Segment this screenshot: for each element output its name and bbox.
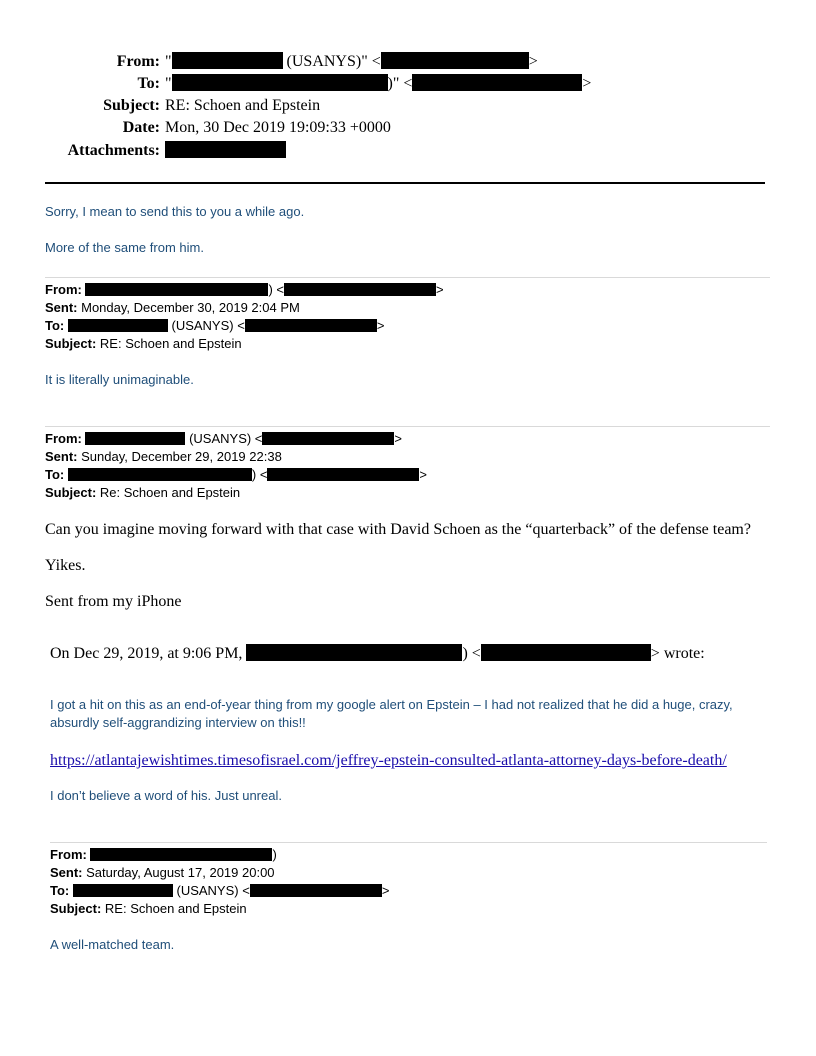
attachments-label: Attachments: <box>67 142 160 159</box>
wrote-prefix: On Dec 29, 2019, at 9:06 PM, <box>50 645 247 662</box>
date-value: Mon, 30 Dec 2019 19:09:33 +0000 <box>165 119 391 136</box>
subject-line <box>45 336 242 351</box>
redaction-block <box>68 468 252 481</box>
angle-close: > <box>436 282 444 297</box>
angle-close: > <box>419 467 428 482</box>
sent-line <box>45 449 282 464</box>
message-signature: Sent from my iPhone <box>45 593 182 610</box>
to-line <box>45 467 427 482</box>
sent-value: Saturday, August 17, 2019 20:00 <box>86 865 275 880</box>
redaction-block <box>85 283 268 296</box>
to-label: To: <box>45 318 65 333</box>
redaction-block <box>250 884 382 897</box>
angle-open: ) < <box>251 467 268 482</box>
from-line <box>45 282 444 297</box>
subject-line <box>50 901 247 916</box>
to-org: (USANYS) < <box>167 318 245 333</box>
subject-value: RE: Schoen and Epstein <box>99 336 242 351</box>
quote-mark: " <box>165 75 172 92</box>
to-label: To: <box>45 467 65 482</box>
article-link[interactable]: https://atlantajewishtimes.timesofisrael.com/jeffrey-epstein-consulted-atlanta-attorney-days-before-death/ <box>50 752 727 769</box>
to-label: To: <box>50 883 70 898</box>
from-label: From: <box>45 431 82 446</box>
subject-label: Subject: <box>103 97 160 114</box>
wrote-line <box>50 645 705 663</box>
header-divider <box>45 182 765 184</box>
sent-line <box>45 300 300 315</box>
redaction-block <box>85 432 185 445</box>
subject-label: Subject: <box>50 901 102 916</box>
angle-close: > <box>376 318 385 333</box>
redaction-block <box>246 644 462 661</box>
redaction-block <box>481 644 651 661</box>
message-divider <box>45 426 770 427</box>
angle-close: > <box>582 75 592 92</box>
message-body: Yikes. <box>45 557 86 574</box>
sent-value: Sunday, December 29, 2019 22:38 <box>81 449 282 464</box>
to-line <box>45 318 384 333</box>
message-body: It is literally unimaginable. <box>45 372 194 387</box>
quote-paragraph-line: absurdly self-aggrandizing interview on this!! <box>50 715 306 730</box>
from-label: From: <box>45 282 82 297</box>
redaction-block <box>284 283 436 296</box>
message-line: More of the same from him. <box>45 240 204 255</box>
angle-open: ) < <box>462 645 481 662</box>
redaction-block <box>381 52 529 69</box>
angle-close: > <box>394 431 402 446</box>
angle-close: > <box>528 53 538 70</box>
to-label: To: <box>137 75 160 92</box>
redaction-block <box>165 141 286 158</box>
date-label: Date: <box>122 119 160 136</box>
paren-close: ) <box>272 847 277 862</box>
message-divider <box>50 842 767 843</box>
subject-value: Re: Schoen and Epstein <box>99 485 241 500</box>
from-value <box>165 53 538 71</box>
message-divider <box>45 277 770 278</box>
redaction-block <box>262 432 394 445</box>
quote-paragraph-line: I got a hit on this as an end-of-year thing from my google alert on Epstein – I had not realized that he did a huge, crazy, <box>50 697 733 712</box>
angle-close: > <box>381 883 390 898</box>
to-line <box>50 883 389 898</box>
quote-paragraph: I don’t believe a word of his. Just unreal. <box>50 788 282 803</box>
redaction-block <box>172 74 388 91</box>
subject-line <box>45 485 240 500</box>
to-org: )" < <box>387 75 413 92</box>
from-label: From: <box>50 847 87 862</box>
attachments-value <box>165 142 286 160</box>
quote-mark: " <box>165 53 172 70</box>
redaction-block <box>267 468 419 481</box>
sent-value: Monday, December 30, 2019 2:04 PM <box>81 300 300 315</box>
to-org: (USANYS) < <box>172 883 250 898</box>
message-body: A well-matched team. <box>50 937 175 952</box>
sent-label: Sent: <box>50 865 83 880</box>
redaction-block <box>412 74 582 91</box>
from-org: (USANYS) < <box>185 431 263 446</box>
to-value <box>165 75 591 93</box>
angle-open: ) < <box>268 282 285 297</box>
redaction-block <box>90 848 272 861</box>
from-line <box>50 847 277 862</box>
subject-value: RE: Schoen and Epstein <box>104 901 247 916</box>
from-label: From: <box>116 53 160 70</box>
subject-label: Subject: <box>45 336 97 351</box>
subject-value: RE: Schoen and Epstein <box>165 97 321 114</box>
from-line <box>45 431 402 446</box>
redaction-block <box>68 319 168 332</box>
message-line: Sorry, I mean to send this to you a while ago. <box>45 204 305 219</box>
sent-label: Sent: <box>45 300 78 315</box>
subject-label: Subject: <box>45 485 97 500</box>
redaction-block <box>172 52 283 69</box>
redaction-block <box>245 319 377 332</box>
redaction-block <box>73 884 173 897</box>
sent-label: Sent: <box>45 449 78 464</box>
wrote-suffix: > wrote: <box>650 645 705 662</box>
sent-line <box>50 865 275 880</box>
message-body: Can you imagine moving forward with that case with David Schoen as the “quarterback” of the defense team? <box>45 521 751 538</box>
from-org: (USANYS)" < <box>282 53 381 70</box>
